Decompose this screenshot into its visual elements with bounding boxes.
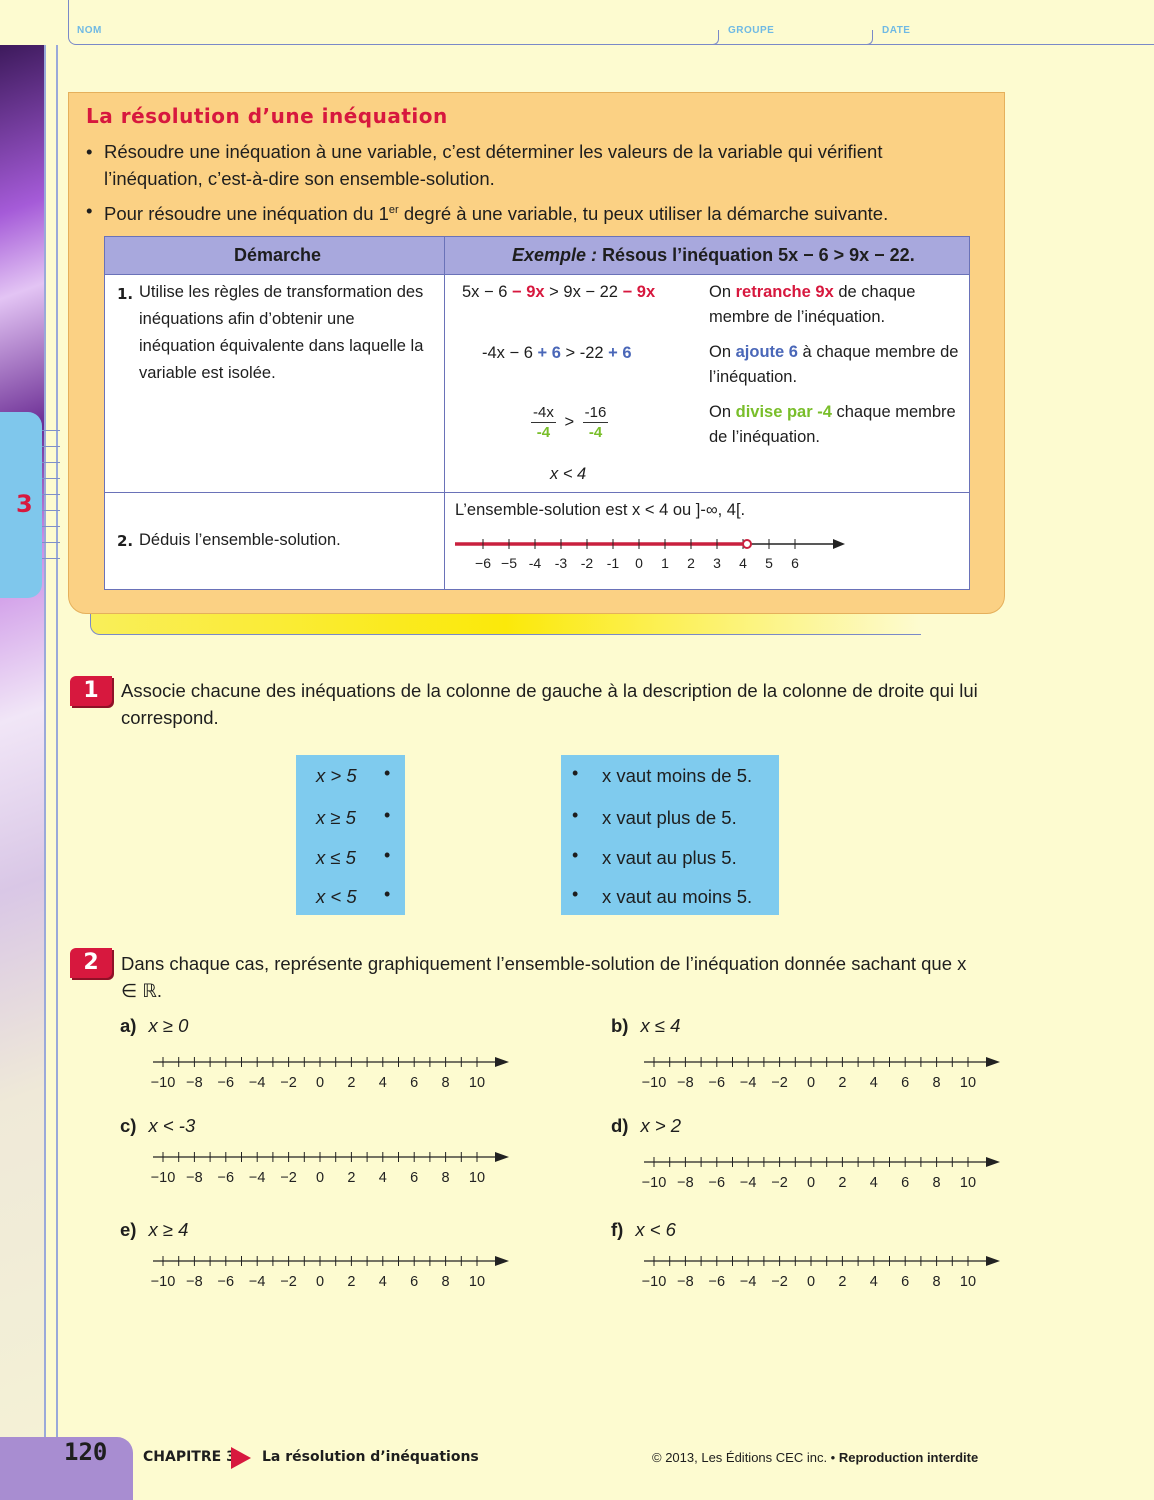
tick-label: 0 [635, 555, 643, 571]
tick-label: 6 [901, 1075, 910, 1091]
right-column-box [561, 755, 779, 915]
tick-label: −10 [641, 1075, 667, 1091]
tick-label: 6 [410, 1274, 419, 1290]
subquestion-e: e) x ≥ 4 [120, 1219, 189, 1240]
date-label: DATE [882, 25, 911, 36]
match-dot[interactable]: • [572, 805, 579, 825]
match-dot[interactable]: • [384, 805, 391, 825]
nom-label: NOM [77, 25, 102, 36]
open-circle-endpoint [743, 540, 751, 548]
theory-title: La résolution d’une inéquation [86, 104, 448, 128]
tick-label: 4 [378, 1170, 387, 1186]
tick-label: −6 [708, 1075, 726, 1091]
header-separator [710, 30, 719, 45]
tab-lines [42, 430, 60, 574]
match-dot[interactable]: • [572, 884, 579, 904]
description-item: x vaut au plus 5. [602, 847, 737, 868]
page-number: 120 [64, 1438, 108, 1466]
tick-label: −8 [186, 1170, 203, 1186]
step-number: 1. [117, 285, 134, 303]
theory-bullet: • Pour résoudre une inéquation du 1er degré à une variable, tu peux utiliser la démarche suivante. [86, 200, 889, 225]
axis-arrow [495, 1152, 509, 1162]
column-header-demarche: Démarche [234, 245, 322, 265]
number-line-f[interactable] [636, 1251, 1016, 1296]
number-line-a[interactable] [145, 1052, 525, 1097]
tick-label: −10 [641, 1175, 667, 1191]
tick-label: 5 [765, 555, 773, 571]
tick-label: −10 [150, 1170, 176, 1186]
tick-label: 0 [806, 1274, 816, 1290]
tick-label: −10 [150, 1075, 176, 1091]
step-1-text: Utilise les règles de transformation des inéquations afin d’obtenir une inéquation équivalente dans laquelle la variable est isolée. [139, 283, 424, 382]
math-line-2: -4x − 6 + 6 > -22 + 6 [482, 344, 632, 362]
step-number: 2. [117, 532, 134, 550]
tick-label: 0 [315, 1274, 325, 1290]
solution-text: L’ensemble-solution est x < 4 ou ]-∞, 4[. [455, 501, 746, 519]
axis-arrow [495, 1057, 509, 1067]
exercise-number: 1 [70, 676, 112, 706]
tick-label: 6 [791, 555, 799, 571]
chapter-title: La résolution d’inéquations [262, 1449, 479, 1465]
exercise-number: 2 [70, 948, 112, 978]
theory-box-shadow [90, 614, 921, 635]
tick-label: −8 [677, 1175, 694, 1191]
explanation-2: On ajoute 6 à chaque membre de l’inéquation. [709, 343, 959, 386]
tick-label: −8 [677, 1274, 694, 1290]
tick-label: 6 [410, 1170, 419, 1186]
tick-label: 10 [959, 1075, 977, 1091]
tick-label: −5 [501, 555, 517, 571]
tick-label: -1 [606, 555, 620, 571]
number-line-e[interactable] [145, 1251, 525, 1296]
tick-label: 10 [959, 1175, 977, 1191]
tick-label: −6 [708, 1274, 726, 1290]
groupe-label: GROUPE [728, 25, 775, 36]
copyright: © 2013, Les Éditions CEC inc. • Reproduction interdite [652, 1450, 979, 1465]
column-header-exemple: Exemple : Résous l’inéquation 5x − 6 > 9x − 22. [512, 245, 915, 265]
inequation-item: x ≤ 5 [316, 847, 356, 868]
tick-label: −4 [248, 1170, 266, 1186]
tick-label: 2 [838, 1175, 847, 1191]
chapter-label: CHAPITRE 3 [143, 1449, 236, 1465]
match-dot[interactable]: • [384, 845, 391, 865]
tick-label: −4 [739, 1075, 757, 1091]
tick-label: -2 [580, 555, 594, 571]
math-line-1: 5x − 6 − 9x > 9x − 22 − 9x [462, 283, 656, 301]
number-line-d[interactable] [636, 1152, 1016, 1197]
inequation-item: x ≥ 5 [316, 807, 356, 828]
tick-label: 4 [869, 1175, 878, 1191]
subquestion-f: f) x < 6 [611, 1219, 676, 1240]
tick-label: 0 [806, 1175, 816, 1191]
tick-label: 6 [901, 1274, 910, 1290]
left-column-box [296, 755, 405, 915]
tick-label: 6 [901, 1175, 910, 1191]
tick-label: −6 [217, 1075, 235, 1091]
exercise-2-instructions: Dans chaque cas, représente graphiquement l’ensemble-solution de l’inéquation donnée sachant que x ∈ ℝ. [121, 953, 967, 1001]
match-dot[interactable]: • [572, 763, 579, 783]
chapter-tab-number: 3 [16, 490, 33, 518]
tick-label: −6 [708, 1175, 726, 1191]
tick-label: 8 [932, 1075, 941, 1091]
number-line-b[interactable] [636, 1052, 1016, 1097]
axis-arrow [986, 1057, 1000, 1067]
tick-label: 2 [687, 555, 695, 571]
step-2-text: Déduis l’ensemble-solution. [139, 531, 341, 549]
tick-label: 3 [713, 555, 721, 571]
tick-label: 10 [959, 1274, 977, 1290]
match-dot[interactable]: • [384, 763, 391, 783]
tick-label: −2 [280, 1075, 297, 1091]
decorative-side-image [0, 45, 48, 1440]
tick-label: −8 [186, 1274, 203, 1290]
tick-label: 2 [347, 1274, 356, 1290]
method-table [104, 236, 970, 590]
number-line-c[interactable] [145, 1147, 525, 1192]
tick-label: −4 [739, 1274, 757, 1290]
description-item: x vaut moins de 5. [602, 765, 753, 786]
tick-label: 0 [315, 1075, 325, 1091]
tick-label: −2 [280, 1274, 297, 1290]
tick-label: −6 [217, 1274, 235, 1290]
tick-label: 10 [468, 1274, 486, 1290]
tick-label: 10 [468, 1170, 486, 1186]
axis-arrow [986, 1256, 1000, 1266]
axis-arrow [986, 1157, 1000, 1167]
tick-label: 4 [869, 1075, 878, 1091]
subquestion-d: d) x > 2 [611, 1115, 682, 1136]
tick-label: 2 [838, 1075, 847, 1091]
tick-label: −2 [771, 1175, 788, 1191]
tick-label: −4 [248, 1075, 266, 1091]
tick-label: −4 [739, 1175, 757, 1191]
tick-label: 8 [932, 1274, 941, 1290]
match-dot[interactable]: • [572, 845, 579, 865]
inequation-item: x < 5 [316, 886, 357, 907]
math-line-3: $\frac{-4x}{-4}$ > $\frac{-16}{-4}$ [533, 404, 607, 441]
tick-label: 4 [739, 555, 747, 571]
math-line-4: x < 4 [550, 465, 587, 483]
subquestion-a: a) x ≥ 0 [120, 1015, 189, 1036]
tick-label: 1 [661, 555, 669, 571]
tick-label: −6 [217, 1170, 235, 1186]
tick-label: -3 [554, 555, 568, 571]
explanation-3: On divise par -4 chaque membre de l’inéquation. [709, 403, 956, 446]
tick-label: 4 [378, 1075, 387, 1091]
theory-bullet: • Résoudre une inéquation à une variable, c’est déterminer les valeurs de la variable qui vérifient l’inéquation, c’est-à-dire son ensemble-solution. [86, 141, 883, 189]
exercise-1-instructions: Associe chacune des inéquations de la colonne de gauche à la description de la colonne de droite qui lui correspond. [121, 680, 978, 728]
description-item: x vaut au moins 5. [602, 886, 753, 907]
tick-label: −8 [677, 1075, 694, 1091]
header-separator [864, 30, 873, 45]
tick-label: 2 [347, 1170, 356, 1186]
solution-number-line [451, 529, 861, 574]
tick-label: 4 [378, 1274, 387, 1290]
tick-label: 0 [315, 1170, 325, 1186]
tick-label: 8 [441, 1075, 450, 1091]
tick-label: −2 [280, 1170, 297, 1186]
student-header [68, 0, 1154, 45]
tick-label: 8 [441, 1170, 450, 1186]
tick-label: −2 [771, 1274, 788, 1290]
tick-label: 10 [468, 1075, 486, 1091]
tick-label: −6 [475, 555, 491, 571]
tick-label: 2 [838, 1274, 847, 1290]
tick-label: 6 [410, 1075, 419, 1091]
tick-label: 2 [347, 1075, 356, 1091]
tick-label: 4 [869, 1274, 878, 1290]
tick-label: 8 [441, 1274, 450, 1290]
tick-label: 0 [806, 1075, 816, 1091]
tick-label: 8 [932, 1175, 941, 1191]
tick-label: -4 [528, 555, 542, 571]
match-dot[interactable]: • [384, 884, 391, 904]
explanation-1: On retranche 9x de chaque membre de l’inéquation. [709, 283, 916, 326]
tick-label: −4 [248, 1274, 266, 1290]
axis-arrow [495, 1256, 509, 1266]
description-item: x vaut plus de 5. [602, 807, 737, 828]
tick-label: −8 [186, 1075, 203, 1091]
chapter-tab [0, 412, 42, 598]
inequation-item: x > 5 [316, 765, 357, 786]
tick-label: −10 [641, 1274, 667, 1290]
tick-label: −2 [771, 1075, 788, 1091]
chapter-arrow-icon [231, 1447, 251, 1469]
tick-label: −10 [150, 1274, 176, 1290]
subquestion-c: c) x < -3 [120, 1115, 196, 1136]
subquestion-b: b) x ≤ 4 [611, 1015, 681, 1036]
